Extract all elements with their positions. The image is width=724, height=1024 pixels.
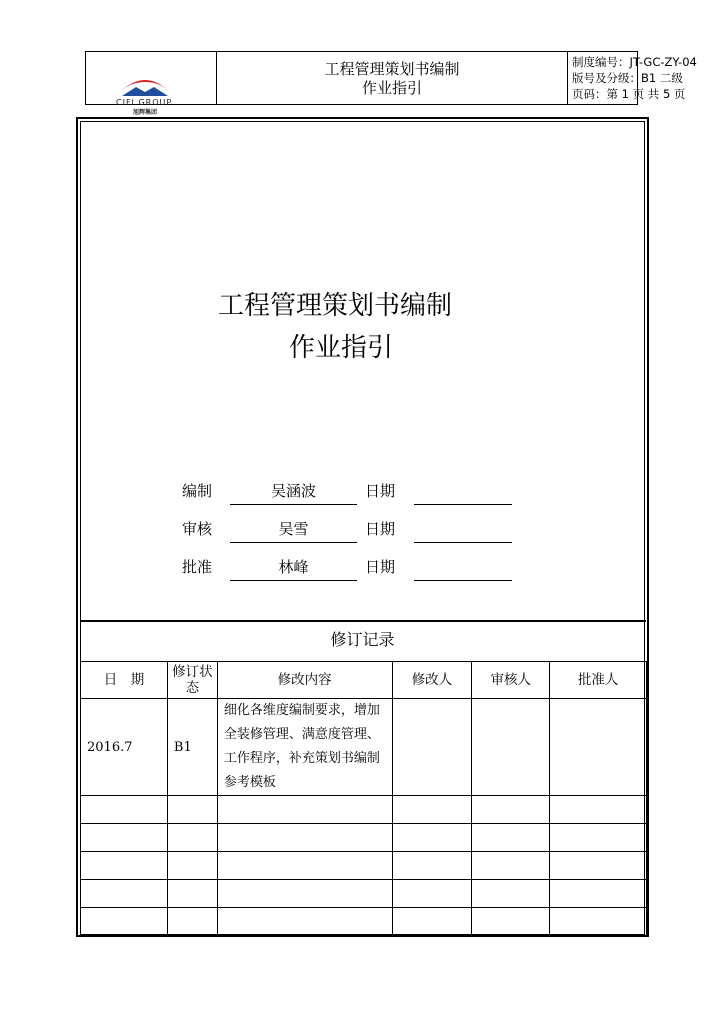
version-level: 版号及分级：B1 二级 [572, 71, 683, 85]
date-underline [414, 542, 512, 543]
signature-name: 林峰 [278, 558, 309, 576]
col-header-status: 修订状态 [167, 662, 217, 699]
date-label: 日期 [365, 482, 396, 500]
revision-table [80, 661, 647, 936]
page-number: 页码：第 1 页 共 5 页 [572, 87, 686, 101]
revision-title: 修订记录 [330, 630, 395, 649]
revision-approver [550, 699, 647, 796]
signature-row-compile [81, 476, 644, 506]
table-row [81, 852, 647, 880]
section-divider [81, 620, 646, 622]
signature-label: 批准 [182, 558, 213, 576]
name-underline [230, 580, 357, 581]
header-title-cell [217, 52, 568, 104]
table-row [81, 699, 647, 796]
name-underline [230, 542, 357, 543]
col-header-reviewer: 审核人 [472, 662, 550, 699]
logo-cell [86, 52, 217, 116]
cifi-logo-icon [116, 70, 174, 98]
revision-status: B1 [167, 699, 217, 796]
logo-english-text: CIFI GROUP [116, 98, 173, 107]
signature-row-approve [81, 552, 644, 582]
logo-chinese-text: 旭辉集团 [133, 109, 158, 116]
cover-frame-inner [80, 121, 645, 935]
cover-frame [76, 117, 649, 937]
header-title-line2: 作业指引 [361, 79, 422, 97]
signature-name: 吴雪 [278, 520, 309, 538]
cover-title-line2: 作业指引 [289, 333, 394, 363]
date-underline [414, 504, 512, 505]
signature-label: 审核 [182, 520, 213, 538]
signature-label: 编制 [182, 482, 213, 500]
header-meta-cell [568, 52, 697, 104]
document-header [85, 51, 697, 116]
revision-modifier [392, 699, 472, 796]
col-header-modifier: 修改人 [392, 662, 472, 699]
col-header-approver: 批准人 [550, 662, 647, 699]
signature-name: 吴涵波 [270, 482, 316, 500]
date-label: 日期 [365, 520, 396, 538]
table-row [81, 824, 647, 852]
revision-date: 2016.7 [81, 699, 168, 796]
table-row [81, 908, 647, 936]
col-header-content: 修改内容 [217, 662, 392, 699]
doc-number: 制度编号：JT-GC-ZY-04 [572, 55, 697, 69]
name-underline [230, 504, 357, 505]
cover-title-line1: 工程管理策划书编制 [218, 291, 453, 321]
revision-content: 细化各维度编制要求，增加全装修管理、满意度管理、工作程序，补充策划书编制参考模板 [217, 699, 392, 796]
revision-reviewer [472, 699, 550, 796]
table-row [81, 796, 647, 824]
date-underline [414, 580, 512, 581]
table-row [81, 880, 647, 908]
date-label: 日期 [365, 558, 396, 576]
header-title-line1: 工程管理策划书编制 [324, 60, 460, 78]
col-header-date: 日 期 [81, 662, 168, 699]
revision-header-row [81, 662, 647, 699]
signature-row-review [81, 514, 644, 544]
